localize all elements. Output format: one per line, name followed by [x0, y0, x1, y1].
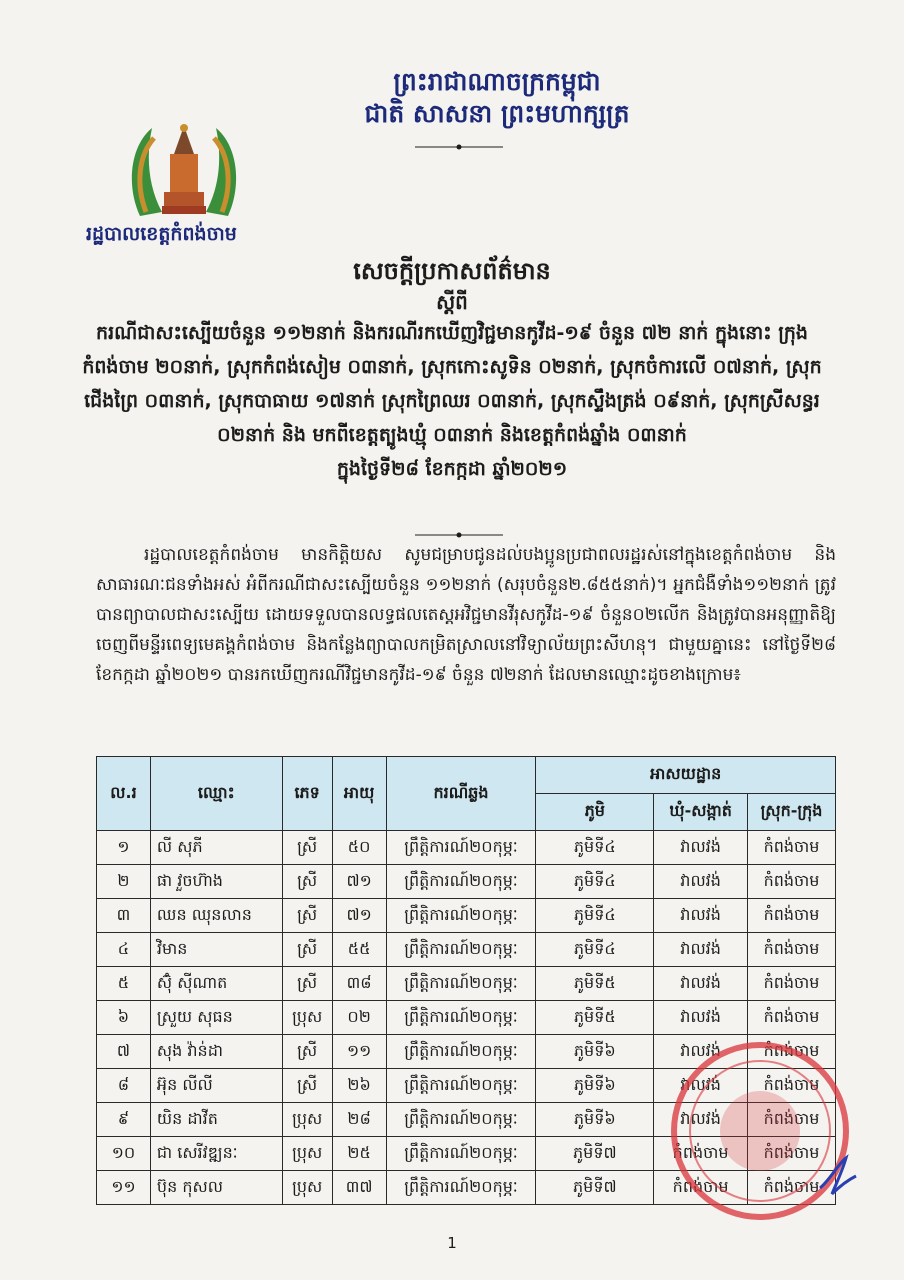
cell-age: ២៥ — [332, 1137, 386, 1171]
cell-name: ផា វួចហ៊ាង — [150, 865, 282, 899]
cell-sex: ស្រី — [282, 933, 332, 967]
cell-age: ៣៧ — [332, 1171, 386, 1205]
cell-district: កំពង់ចាម — [748, 1103, 836, 1137]
ornament-divider-icon — [415, 142, 503, 152]
cell-no: ៨ — [97, 1069, 151, 1103]
cell-case: ព្រឹត្តិការណ៍២០កុម្ភៈ — [386, 1001, 536, 1035]
cell-age: ៧១ — [332, 899, 386, 933]
cell-age: ៥០ — [332, 831, 386, 865]
cell-district: កំពង់ចាម — [748, 1035, 836, 1069]
cell-sex: ប្រុស — [282, 1137, 332, 1171]
cell-village: ភូមិទី៤ — [536, 865, 654, 899]
cell-age: ០២ — [332, 1001, 386, 1035]
cell-no: ៩ — [97, 1103, 151, 1137]
table-row — [97, 1137, 836, 1171]
cell-sex: ស្រី — [282, 865, 332, 899]
title-line-1: សេចក្តីប្រកាសព័ត៌មាន — [353, 257, 551, 285]
cell-case: ព្រឹត្តិការណ៍២០កុម្ភៈ — [386, 1035, 536, 1069]
cell-case: ព្រឹត្តិការណ៍២០កុម្ភៈ — [386, 899, 536, 933]
cell-name: វិមាន — [150, 933, 282, 967]
cell-name: ស៊ុំ ស៊ីណាត — [150, 967, 282, 1001]
cell-case: ព្រឹត្តិការណ៍២០កុម្ភៈ — [386, 1103, 536, 1137]
cell-sex: ប្រុស — [282, 1171, 332, 1205]
cambodia-royal-emblem-icon — [122, 116, 246, 228]
cell-village: ភូមិទី៧ — [536, 1137, 654, 1171]
cell-case: ព្រឹត្តិការណ៍២០កុម្ភៈ — [386, 967, 536, 1001]
cell-sex: ស្រី — [282, 831, 332, 865]
cell-sex: ប្រុស — [282, 1001, 332, 1035]
title-subject: ករណីជាសះស្បើយចំនួន ១១២នាក់ និងករណីរកឃើញវិជ្ជមានកូវីដ-១៩ ចំនួន ៧២ នាក់ ក្នុងនោះ ក្រុងកំពង់ចាម ២០នាក់, ស្រុកកំពង់សៀម ០៣នាក់, ស្រុកកោះសូទិន ០២នាក់, ស្រុកចំការលើ ០៧នាក់, ស្រុកជើងព្រៃ ០៣នាក់, ស្រុកបាធាយ ១៧នាក់ ស្រុកព្រៃឈរ ០៣នាក់, ស្រុកស្ទឹងត្រង់ ០៩នាក់, ស្រុកស្រីសន្ធរ ០២នាក់ និង មកពីខេត្តត្បូងឃ្មុំ ០៣នាក់ និងខេត្តកំពង់ឆ្នាំង ០៣នាក់ — [82, 322, 822, 446]
cell-case: ព្រឹត្តិការណ៍២០កុម្ភៈ — [386, 1137, 536, 1171]
kingdom-line-1: ព្រះរាជាណាចក្រកម្ពុជា — [393, 67, 601, 96]
cell-no: ៧ — [97, 1035, 151, 1069]
cell-district: កំពង់ចាម — [748, 831, 836, 865]
table-row — [97, 967, 836, 1001]
cell-age: ៥៥ — [332, 933, 386, 967]
announcement-title — [0, 254, 904, 486]
cell-village: ភូមិទី៤ — [536, 933, 654, 967]
cell-no: ៦ — [97, 1001, 151, 1035]
cell-sex: ស្រី — [282, 899, 332, 933]
cell-no: ៣ — [97, 899, 151, 933]
cell-commune: វាលវង់ — [654, 899, 748, 933]
cell-age: ៣៨ — [332, 967, 386, 1001]
cell-village: ភូមិទី៦ — [536, 1103, 654, 1137]
table-row — [97, 933, 836, 967]
cell-village: ភូមិទី៦ — [536, 1069, 654, 1103]
cell-age: ២៨ — [332, 1103, 386, 1137]
cell-no: ២ — [97, 865, 151, 899]
cell-name: ឈន ឈុនលាន — [150, 899, 282, 933]
cell-commune: កំពង់ចាម — [654, 1171, 748, 1205]
cell-name: ប៊ុន កុសល — [150, 1171, 282, 1205]
header-commune: ឃុំ-សង្កាត់ — [654, 794, 748, 831]
cell-case: ព្រឹត្តិការណ៍២០កុម្ភៈ — [386, 831, 536, 865]
cell-name: លី សុភី — [150, 831, 282, 865]
table-row — [97, 865, 836, 899]
cell-no: ៥ — [97, 967, 151, 1001]
kingdom-line-2: ជាតិ សាសនា ព្រះមហាក្សត្រ — [364, 99, 630, 128]
header-name: ឈ្មោះ — [150, 757, 282, 831]
cell-commune: វាលវង់ — [654, 1035, 748, 1069]
table-row — [97, 1035, 836, 1069]
ornament-divider-icon — [415, 530, 503, 540]
header-no: ល.រ — [97, 757, 151, 831]
cell-commune: វាលវង់ — [654, 967, 748, 1001]
header-case: ករណីឆ្លង — [386, 757, 536, 831]
cell-village: ភូមិទី៤ — [536, 831, 654, 865]
table-row — [97, 1001, 836, 1035]
cell-case: ព្រឹត្តិការណ៍២០កុម្ភៈ — [386, 1069, 536, 1103]
cell-name: អ៊ុន លីលី — [150, 1069, 282, 1103]
table-row — [97, 899, 836, 933]
table-row — [97, 1171, 836, 1205]
cell-commune: វាលវង់ — [654, 933, 748, 967]
cell-village: ភូមិទី៧ — [536, 1171, 654, 1205]
cell-district: កំពង់ចាម — [748, 967, 836, 1001]
paragraph-text: រដ្ឋបាលខេត្តកំពង់ចាម មានកិត្តិយស សូមជម្រាបជូនដល់បងប្អូនប្រជាពលរដ្ឋរស់នៅក្នុងខេត្តកំពង់ចាម និងសាធារណៈជនទាំងអស់ អំពីករណីជាសះស្បើយចំនួន ១១២នាក់ (សរុបចំនួន២.៨៥៥នាក់)។ អ្នកជំងឺទាំង១១២នាក់ ត្រូវបានព្យាបាលជាសះស្បើយ ដោយទទួលបានលទ្ធផលតេស្តអវិជ្ជមានវីរុសកូវីដ-១៩ ចំនួន០២លើក និងត្រូវបានអនុញ្ញាតិឱ្យចេញពីមន្ទីរពេទ្យមេគង្គកំពង់ចាម និងកន្លែងព្យាបាលកម្រិតស្រាលនៅវិទ្យាល័យព្រះសីហនុ។ ជាមួយគ្នានេះ នៅថ្ងៃទី២៨ ខែកក្កដា ឆ្នាំ២០២១ បានរកឃើញករណីវិជ្ជមានកូវីដ-១៩ ចំនួន ៧២នាក់ ដែលមានឈ្មោះដូចខាងក្រោម៖ — [96, 545, 836, 685]
cell-name: សុង វ៉ាន់ដា — [150, 1035, 282, 1069]
cell-village: ភូមិទី៥ — [536, 967, 654, 1001]
cell-sex: ស្រី — [282, 1035, 332, 1069]
cell-district: កំពង់ចាម — [748, 1001, 836, 1035]
page-number: 1 — [447, 1234, 457, 1252]
cell-age: ១១ — [332, 1035, 386, 1069]
cell-age: ៧១ — [332, 865, 386, 899]
title-date: ក្នុងថ្ងៃទី២៨ ខែកក្កដា ឆ្នាំ២០២១ — [336, 458, 568, 480]
cell-district: កំពង់ចាម — [748, 1069, 836, 1103]
header-age: អាយុ — [332, 757, 386, 831]
header-address: អាសយដ្ឋាន — [536, 757, 836, 794]
title-line-2: ស្តីពី — [436, 290, 468, 314]
cell-no: ១១ — [97, 1171, 151, 1205]
cell-district: កំពង់ចាម — [748, 1171, 836, 1205]
announcement-paragraph — [96, 540, 836, 690]
cell-name: ជា សេរីវឌ្ឍនៈ — [150, 1137, 282, 1171]
table-row — [97, 831, 836, 865]
cell-district: កំពង់ចាម — [748, 933, 836, 967]
table-row — [97, 1069, 836, 1103]
cell-district: កំពង់ចាម — [748, 865, 836, 899]
cell-sex: ស្រី — [282, 1069, 332, 1103]
cell-case: ព្រឹត្តិការណ៍២០កុម្ភៈ — [386, 1171, 536, 1205]
cell-commune: វាលវង់ — [654, 1001, 748, 1035]
cell-commune: វាលវង់ — [654, 1069, 748, 1103]
cell-age: ២៦ — [332, 1069, 386, 1103]
cell-commune: វាលវង់ — [654, 865, 748, 899]
cell-village: ភូមិទី៥ — [536, 1001, 654, 1035]
table-header-row — [97, 757, 836, 794]
positive-cases-table — [96, 756, 836, 1205]
cell-sex: ប្រុស — [282, 1103, 332, 1137]
table-row — [97, 1103, 836, 1137]
cell-case: ព្រឹត្តិការណ៍២០កុម្ភៈ — [386, 933, 536, 967]
cell-commune: វាលវង់ — [654, 831, 748, 865]
provincial-administration-label: រដ្ឋបាលខេត្តកំពង់ចាម — [86, 223, 237, 245]
header-sex: ភេទ — [282, 757, 332, 831]
cell-village: ភូមិទី៦ — [536, 1035, 654, 1069]
cell-commune: វាលវង់ — [654, 1103, 748, 1137]
cell-no: ១ — [97, 831, 151, 865]
cell-district: កំពង់ចាម — [748, 1137, 836, 1171]
cell-village: ភូមិទី៤ — [536, 899, 654, 933]
cell-no: ៤ — [97, 933, 151, 967]
cell-commune: កំពង់ចាម — [654, 1137, 748, 1171]
header-district: ស្រុក-ក្រុង — [748, 794, 836, 831]
cell-sex: ស្រី — [282, 967, 332, 1001]
cell-name: ស្រួយ សុធន — [150, 1001, 282, 1035]
cell-no: ១០ — [97, 1137, 151, 1171]
header-village: ភូមិ — [536, 794, 654, 831]
cell-district: កំពង់ចាម — [748, 899, 836, 933]
cell-name: យិន ដាវីត — [150, 1103, 282, 1137]
cell-case: ព្រឹត្តិការណ៍២០កុម្ភៈ — [386, 865, 536, 899]
